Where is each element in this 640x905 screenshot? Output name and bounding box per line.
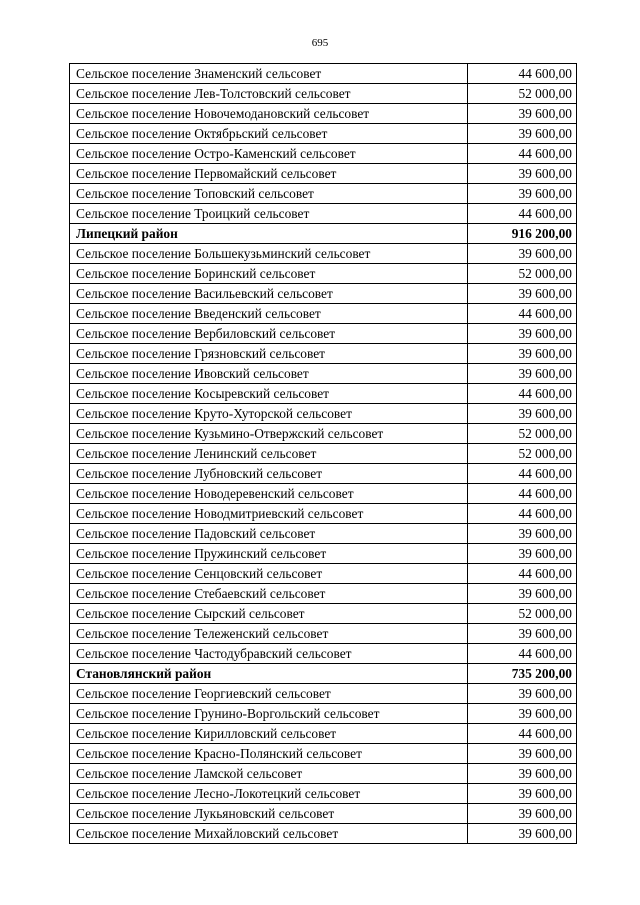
settlement-name-cell: Сельское поселение Знаменский сельсовет: [70, 64, 468, 84]
allocation-table-body: [70, 64, 577, 844]
settlement-name-cell: Сельское поселение Ленинский сельсовет: [70, 444, 468, 464]
district-name-cell: Становлянский район: [70, 664, 468, 684]
amount-cell: 39 600,00: [468, 684, 577, 704]
settlement-name-cell: Сельское поселение Топовский сельсовет: [70, 184, 468, 204]
settlement-name-cell: Сельское поселение Первомайский сельсовет: [70, 164, 468, 184]
table-row: [70, 84, 577, 104]
amount-cell: 39 600,00: [468, 804, 577, 824]
settlement-name-cell: Сельское поселение Боринский сельсовет: [70, 264, 468, 284]
table-row: [70, 524, 577, 544]
amount-cell: 39 600,00: [468, 624, 577, 644]
amount-cell: 44 600,00: [468, 144, 577, 164]
page-number: 695: [311, 37, 329, 49]
table-row: [70, 804, 577, 824]
settlement-name-cell: Сельское поселение Васильевский сельсовет: [70, 284, 468, 304]
settlement-name-cell: Сельское поселение Лубновский сельсовет: [70, 464, 468, 484]
amount-cell: 44 600,00: [468, 564, 577, 584]
table-row: [70, 684, 577, 704]
district-total-row: [70, 664, 577, 684]
amount-cell: 44 600,00: [468, 384, 577, 404]
table-row: [70, 504, 577, 524]
settlement-name-cell: Сельское поселение Введенский сельсовет: [70, 304, 468, 324]
amount-cell: 39 600,00: [468, 244, 577, 264]
settlement-name-cell: Сельское поселение Большекузьминский сельсовет: [70, 244, 468, 264]
settlement-name-cell: Сельское поселение Сырский сельсовет: [70, 604, 468, 624]
settlement-name-cell: Сельское поселение Новодеревенский сельсовет: [70, 484, 468, 504]
amount-cell: 39 600,00: [468, 364, 577, 384]
table-row: [70, 704, 577, 724]
settlement-name-cell: Сельское поселение Частодубравский сельсовет: [70, 644, 468, 664]
settlement-name-cell: Сельское поселение Георгиевский сельсовет: [70, 684, 468, 704]
table-row: [70, 304, 577, 324]
amount-cell: 44 600,00: [468, 304, 577, 324]
settlement-name-cell: Сельское поселение Тележенский сельсовет: [70, 624, 468, 644]
table-row: [70, 324, 577, 344]
table-row: [70, 244, 577, 264]
table-row: [70, 744, 577, 764]
table-row: [70, 564, 577, 584]
settlement-name-cell: Сельское поселение Круто-Хуторской сельсовет: [70, 404, 468, 424]
amount-cell: 39 600,00: [468, 324, 577, 344]
table-row: [70, 784, 577, 804]
table-row: [70, 144, 577, 164]
settlement-name-cell: Сельское поселение Красно-Полянский сельсовет: [70, 744, 468, 764]
amount-cell: 52 000,00: [468, 424, 577, 444]
settlement-name-cell: Сельское поселение Кирилловский сельсовет: [70, 724, 468, 744]
amount-cell: 39 600,00: [468, 284, 577, 304]
table-row: [70, 444, 577, 464]
amount-cell: 39 600,00: [468, 164, 577, 184]
table-row: [70, 264, 577, 284]
amount-cell: 39 600,00: [468, 344, 577, 364]
amount-cell: 39 600,00: [468, 124, 577, 144]
settlement-name-cell: Сельское поселение Октябрьский сельсовет: [70, 124, 468, 144]
settlement-name-cell: Сельское поселение Остро-Каменский сельсовет: [70, 144, 468, 164]
table-row: [70, 404, 577, 424]
table-row: [70, 424, 577, 444]
settlement-name-cell: Сельское поселение Новочемодановский сельсовет: [70, 104, 468, 124]
settlement-name-cell: Сельское поселение Лукьяновский сельсовет: [70, 804, 468, 824]
settlement-name-cell: Сельское поселение Стебаевский сельсовет: [70, 584, 468, 604]
table-row: [70, 104, 577, 124]
amount-cell: 44 600,00: [468, 484, 577, 504]
amount-cell: 39 600,00: [468, 104, 577, 124]
allocation-table: [69, 63, 577, 844]
settlement-name-cell: Сельское поселение Грунино-Воргольский сельсовет: [70, 704, 468, 724]
amount-cell: 52 000,00: [468, 444, 577, 464]
settlement-name-cell: Сельское поселение Лесно-Локотецкий сельсовет: [70, 784, 468, 804]
table-row: [70, 364, 577, 384]
district-total-row: [70, 224, 577, 244]
settlement-name-cell: Сельское поселение Троицкий сельсовет: [70, 204, 468, 224]
table-row: [70, 464, 577, 484]
table-row: [70, 604, 577, 624]
table-row: [70, 384, 577, 404]
amount-cell: 44 600,00: [468, 504, 577, 524]
district-name-cell: Липецкий район: [70, 224, 468, 244]
amount-cell: 44 600,00: [468, 464, 577, 484]
settlement-name-cell: Сельское поселение Сенцовский сельсовет: [70, 564, 468, 584]
amount-cell: 52 000,00: [468, 264, 577, 284]
amount-cell: 44 600,00: [468, 644, 577, 664]
district-amount-cell: 916 200,00: [468, 224, 577, 244]
amount-cell: 39 600,00: [468, 524, 577, 544]
amount-cell: 39 600,00: [468, 404, 577, 424]
settlement-name-cell: Сельское поселение Новодмитриевский сельсовет: [70, 504, 468, 524]
amount-cell: 44 600,00: [468, 204, 577, 224]
table-row: [70, 624, 577, 644]
amount-cell: 39 600,00: [468, 824, 577, 844]
settlement-name-cell: Сельское поселение Кузьмино-Отвержский сельсовет: [70, 424, 468, 444]
amount-cell: 52 000,00: [468, 84, 577, 104]
settlement-name-cell: Сельское поселение Ламской сельсовет: [70, 764, 468, 784]
amount-cell: 39 600,00: [468, 744, 577, 764]
table-row: [70, 484, 577, 504]
amount-cell: 52 000,00: [468, 604, 577, 624]
district-amount-cell: 735 200,00: [468, 664, 577, 684]
table-row: [70, 764, 577, 784]
table-row: [70, 124, 577, 144]
amount-cell: 39 600,00: [468, 184, 577, 204]
table-row: [70, 204, 577, 224]
table-row: [70, 544, 577, 564]
table-row: [70, 164, 577, 184]
table-row: [70, 64, 577, 84]
table-row: [70, 644, 577, 664]
settlement-name-cell: Сельское поселение Михайловский сельсовет: [70, 824, 468, 844]
amount-cell: 39 600,00: [468, 704, 577, 724]
amount-cell: 39 600,00: [468, 784, 577, 804]
amount-cell: 39 600,00: [468, 764, 577, 784]
settlement-name-cell: Сельское поселение Лев-Толстовский сельсовет: [70, 84, 468, 104]
settlement-name-cell: Сельское поселение Пружинский сельсовет: [70, 544, 468, 564]
settlement-name-cell: Сельское поселение Вербиловский сельсовет: [70, 324, 468, 344]
amount-cell: 39 600,00: [468, 544, 577, 564]
amount-cell: 44 600,00: [468, 724, 577, 744]
table-row: [70, 824, 577, 844]
table-row: [70, 584, 577, 604]
amount-cell: 44 600,00: [468, 64, 577, 84]
table-row: [70, 184, 577, 204]
table-row: [70, 284, 577, 304]
settlement-name-cell: Сельское поселение Косыревский сельсовет: [70, 384, 468, 404]
settlement-name-cell: Сельское поселение Ивовский сельсовет: [70, 364, 468, 384]
table-row: [70, 344, 577, 364]
amount-cell: 39 600,00: [468, 584, 577, 604]
table-row: [70, 724, 577, 744]
settlement-name-cell: Сельское поселение Грязновский сельсовет: [70, 344, 468, 364]
settlement-name-cell: Сельское поселение Падовский сельсовет: [70, 524, 468, 544]
